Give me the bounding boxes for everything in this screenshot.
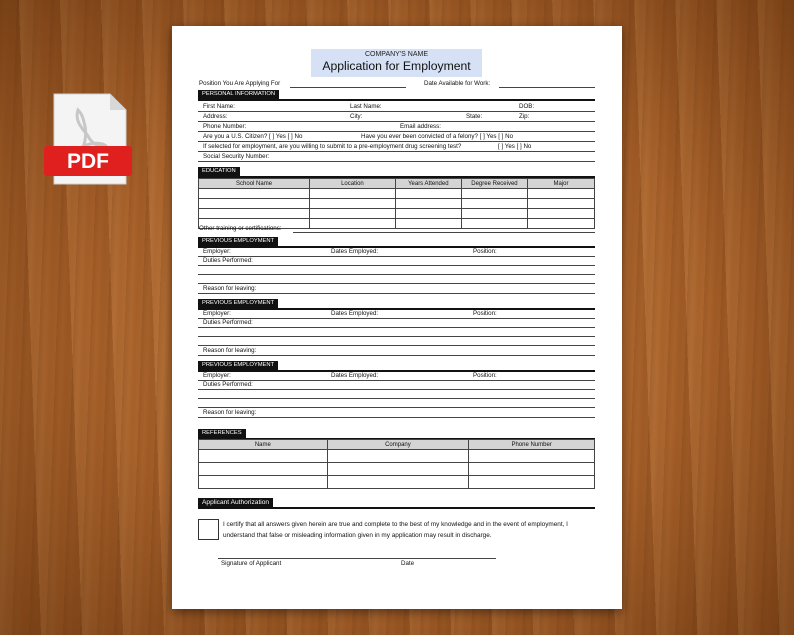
education-header: EDUCATION [198, 167, 240, 176]
row-line [198, 398, 595, 399]
section-rule [198, 507, 595, 509]
personal-info-header: PERSONAL INFORMATION [198, 90, 279, 99]
references-col-company: Company [327, 440, 469, 450]
dob-label: DOB: [519, 103, 535, 110]
position-field-label: Position: [473, 372, 497, 379]
education-col-school: School Name [199, 179, 310, 189]
position-field-label: Position: [473, 248, 497, 255]
duties-label: Duties Performed: [203, 381, 253, 388]
company-name: COMPANY'S NAME [364, 51, 429, 58]
reason-leaving-label: Reason for leaving: [203, 409, 257, 416]
address-label: Address: [203, 113, 228, 120]
zip-label: Zip: [519, 113, 530, 120]
references-col-name: Name [199, 440, 328, 450]
row-line [198, 274, 595, 275]
position-field-label: Position: [473, 310, 497, 317]
row-line [198, 336, 595, 337]
table-row[interactable] [199, 189, 595, 199]
section-rule [198, 246, 595, 248]
drug-test-options[interactable]: [ ] Yes [ ] No [498, 143, 532, 150]
certification-statement: I certify that all answers given herein are true and complete to the best of my knowledge and in the event of employment, I understand that false or misleading information given in my application may result in discharge. [223, 521, 568, 539]
authorization-header: Applicant Authorization [198, 498, 273, 508]
employer-label: Employer: [203, 372, 231, 379]
application-form-page [172, 26, 622, 609]
row-line [198, 111, 595, 112]
first-name-label: First Name: [203, 103, 235, 110]
table-row[interactable] [199, 463, 595, 476]
ssn-label: Social Security Number: [203, 153, 270, 160]
phone-label: Phone Number: [203, 123, 247, 130]
dates-employed-label: Dates Employed: [331, 372, 379, 379]
row-line [198, 380, 595, 381]
employment-1-header: PREVIOUS EMPLOYMENT [198, 237, 278, 246]
employer-label: Employer: [203, 310, 231, 317]
other-training-line[interactable] [293, 232, 595, 233]
section-rule [198, 308, 595, 310]
references-table [198, 439, 595, 489]
employment-2-header: PREVIOUS EMPLOYMENT [198, 299, 278, 308]
signature-line[interactable] [218, 558, 496, 559]
employer-label: Employer: [203, 248, 231, 255]
row-line [198, 389, 595, 390]
date-available-label: Date Available for Work: [424, 80, 491, 87]
date-available-line[interactable] [499, 87, 595, 88]
pdf-file-icon [44, 92, 134, 188]
references-col-phone: Phone Number [469, 440, 595, 450]
section-rule [198, 370, 595, 372]
row-line [198, 161, 595, 162]
reason-leaving-label: Reason for leaving: [203, 285, 257, 292]
position-line[interactable] [290, 87, 406, 88]
other-training-label: Other training or certifications: [199, 225, 282, 232]
education-col-location: Location [310, 179, 396, 189]
city-label: City: [350, 113, 363, 120]
citizen-question[interactable]: Are you a U.S. Citizen? [ ] Yes [ ] No [203, 133, 303, 140]
row-line [198, 417, 595, 418]
duties-label: Duties Performed: [203, 257, 253, 264]
table-row[interactable] [199, 450, 595, 463]
row-line [198, 327, 595, 328]
form-title: Application for Employment [322, 59, 471, 73]
row-line [198, 265, 595, 266]
date-label: Date [401, 560, 415, 567]
signature-label: Signature of Applicant [221, 560, 282, 567]
row-line [198, 318, 595, 319]
row-line [198, 407, 595, 408]
row-line [198, 355, 595, 356]
email-label: Email address: [400, 123, 441, 130]
dates-employed-label: Dates Employed: [331, 248, 379, 255]
table-row[interactable] [199, 209, 595, 219]
row-line [198, 256, 595, 257]
position-label: Position You Are Applying For [199, 80, 281, 87]
dates-employed-label: Dates Employed: [331, 310, 379, 317]
state-label: State: [466, 113, 483, 120]
education-col-years: Years Attended [395, 179, 461, 189]
last-name-label: Last Name: [350, 103, 382, 110]
duties-label: Duties Performed: [203, 319, 253, 326]
section-rule [198, 99, 595, 101]
table-row[interactable] [199, 199, 595, 209]
title-box [311, 49, 482, 77]
pdf-label: PDF [67, 150, 109, 173]
row-line [198, 141, 595, 142]
row-line [198, 151, 595, 152]
references-header: REFERENCES [198, 429, 246, 438]
row-line [198, 345, 595, 346]
row-line [198, 131, 595, 132]
row-line [198, 121, 595, 122]
certify-checkbox[interactable] [198, 519, 219, 540]
felony-question[interactable]: Have you ever been convicted of a felony? [ ] Yes [ ] No [361, 133, 514, 140]
education-col-degree: Degree Received [461, 179, 527, 189]
reason-leaving-label: Reason for leaving: [203, 347, 257, 354]
education-table [198, 178, 595, 229]
table-row[interactable] [199, 476, 595, 489]
row-line [198, 293, 595, 294]
employment-3-header: PREVIOUS EMPLOYMENT [198, 361, 278, 370]
row-line [198, 283, 595, 284]
drug-test-question: If selected for employment, are you willing to submit to a pre-employment drug screening test? [203, 143, 462, 150]
education-col-major: Major [528, 179, 595, 189]
